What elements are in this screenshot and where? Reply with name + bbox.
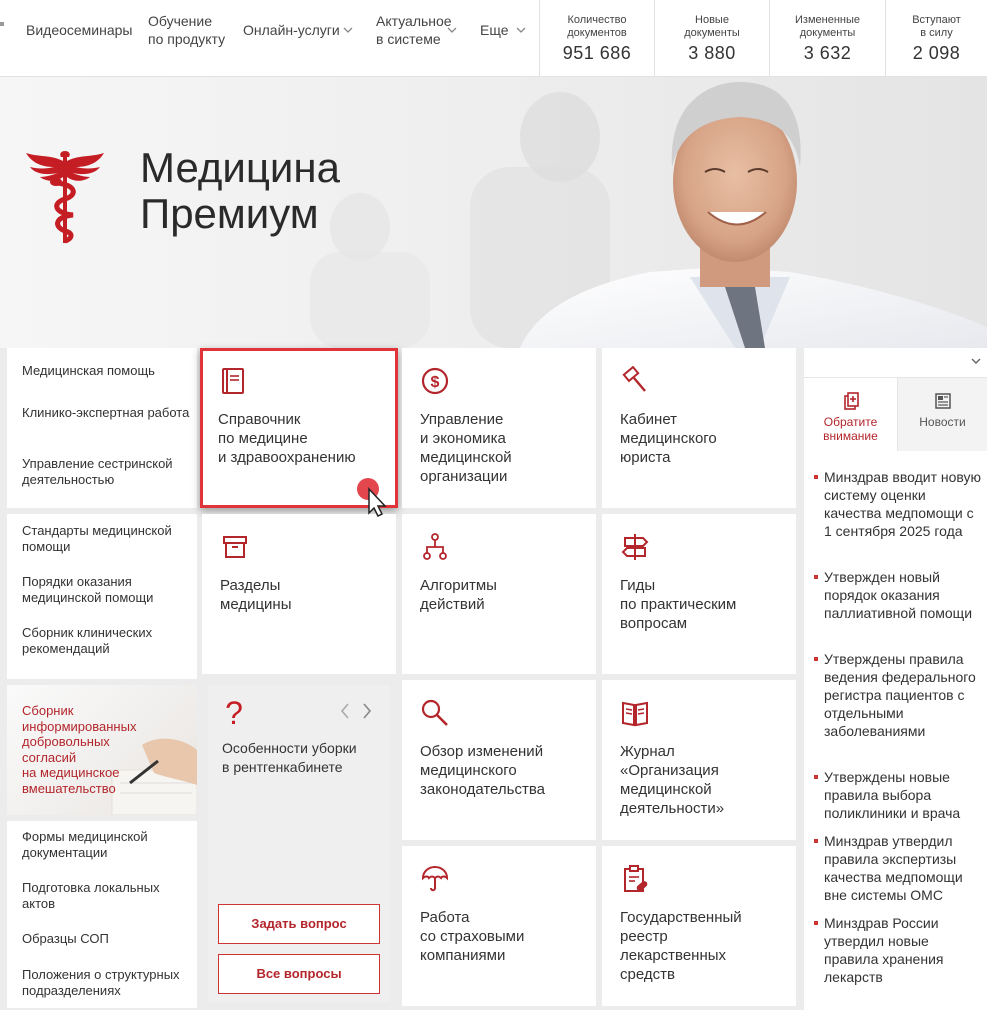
stat-label: Количество документов [567,14,627,39]
nav-more[interactable] [480,21,509,39]
stat-label: Вступают в силу [912,14,961,39]
nav-more-label: Еще [480,22,509,38]
tile-management-label: Управление и экономика медицинской организации [420,411,512,485]
link-clinical-expert[interactable]: Клинико-экспертная работа [22,405,190,420]
link-care-standards[interactable]: Стандарты медицинской помощи [22,523,172,554]
archive-box-icon [220,532,250,562]
promo-consents-label: Сборник информированных добровольных согласий на медицинское вмешательство [22,703,137,796]
clipboard-pill-icon [620,864,650,894]
newspaper-icon [934,392,952,410]
hero-banner [0,77,987,348]
chevron-left-icon [342,704,348,718]
tile-review-label: Обзор изменений медицинского законодательства [420,743,545,798]
stat-value: 2 098 [912,43,961,63]
nav-actual-label: Актуальное в системе [376,13,452,47]
gavel-icon [620,366,650,396]
magnifier-icon [420,698,450,728]
left-menu-block-3 [7,821,197,1008]
tab-attention[interactable] [804,378,898,451]
tile-lawyer-label: Кабинет медицинского юриста [620,411,717,466]
stat-value: 3 632 [803,43,852,63]
right-panel [804,348,987,1010]
left-menu-block-1 [7,348,197,508]
question-mark-icon [222,697,246,729]
stat-effective-docs[interactable] [885,0,987,76]
tile-review[interactable] [402,680,596,840]
stat-value: 951 686 [562,43,632,63]
news-item[interactable]: Минздрав утвердил правила экспертизы качества медпомощи вне системы ОМС [812,832,984,904]
dollar-coin-icon [420,366,450,396]
link-sop-samples[interactable]: Образцы СОП [22,931,109,946]
chevron-right-icon [364,704,370,718]
tile-handbook[interactable] [200,348,398,508]
stat-label: Измененные документы [795,14,860,39]
news-item[interactable]: Минздрав России утвердил новые правила хранения лекарств [812,914,984,986]
tile-insurance[interactable] [402,846,596,1006]
top-bar [0,0,987,77]
tile-management[interactable] [402,348,596,508]
banner-title: Медицина Премиум [140,144,340,237]
link-department-regulations[interactable]: Положения о структурных подразделениях [22,967,180,998]
flowchart-icon [420,532,450,562]
open-journal-icon [620,698,650,728]
tile-algorithms[interactable] [402,514,596,674]
link-care-procedures[interactable]: Порядки оказания медицинской помощи [22,574,154,605]
link-medical-care[interactable]: Медицинская помощь [22,363,155,378]
ask-question-button[interactable]: Задать вопрос [218,904,380,944]
tab-news[interactable] [898,378,987,451]
svg-text:?: ? [225,697,243,729]
tile-lawyer[interactable] [602,348,796,508]
link-local-acts[interactable]: Подготовка локальных актов [22,880,160,911]
svg-text:$: $ [430,374,440,391]
document-add-icon [842,392,860,410]
tile-guides[interactable] [602,514,796,674]
news-item[interactable]: Минздрав вводит новую систему оценки качества медпомощи с 1 сентября 2025 года [812,468,984,540]
news-item[interactable]: Утвержден новый порядок оказания паллиативной помощи [812,568,984,622]
stat-label: Новые документы [684,14,740,39]
nav-bullet [0,22,4,26]
tile-insurance-label: Работа со страховыми компаниями [420,909,525,964]
tile-algorithms-label: Алгоритмы действий [420,577,497,613]
chevron-down-icon [447,25,457,35]
news-item[interactable]: Утверждены правила ведения федерального регистра пациентов с отдельными заболеваниями [812,650,984,740]
qa-widget [208,685,390,1002]
link-nursing-management[interactable]: Управление сестринской деятельностью [22,456,173,487]
tile-registry-label: Государственный реестр лекарственных средств [620,909,742,983]
tab-attention-label: Обратите внимание [823,415,878,443]
nav-product-training[interactable]: Обучение по продукту [148,13,226,47]
link-clinical-recommendations[interactable]: Сборник клинических рекомендаций [22,625,153,656]
umbrella-icon [420,864,450,894]
stat-total-docs[interactable] [539,0,654,76]
nav-actual[interactable] [376,12,452,48]
promo-consents[interactable] [7,685,197,815]
nav-online-services[interactable] [243,21,340,39]
chevron-down-icon[interactable] [971,356,981,366]
tile-registry[interactable] [602,846,796,1006]
stat-value: 3 880 [688,43,736,63]
tile-handbook-label: Справочник по медицине и здравоохранению [218,411,356,466]
link-medical-forms[interactable]: Формы медицинской документации [22,829,148,860]
tile-sections-label: Разделы медицины [220,577,292,613]
all-questions-button[interactable]: Все вопросы [218,954,380,994]
tile-sections[interactable] [202,514,396,674]
caduceus-logo-icon [24,145,106,247]
nav-webinars[interactable]: Видеосеминары [26,22,133,38]
tab-news-label: Новости [919,415,966,429]
stat-changed-docs[interactable] [769,0,885,76]
tile-journal-label: Журнал «Организация медицинской деятельности» [620,743,725,817]
chevron-down-icon [516,25,526,35]
carousel-arrows [336,701,376,721]
news-item[interactable]: Утверждены новые правила выбора поликлиники и врача [812,768,984,822]
nav-online-services-label: Онлайн-услуги [243,22,340,38]
signpost-icon [620,532,650,562]
right-panel-tabs [804,377,987,450]
book-icon [218,366,248,396]
stat-new-docs[interactable] [654,0,769,76]
qa-question-title[interactable]: Особенности уборки в рентгенкабинете [222,740,357,775]
tile-guides-label: Гиды по практическим вопросам [620,577,737,632]
left-menu-block-2 [7,514,197,679]
chevron-down-icon [343,25,353,35]
tile-journal[interactable] [602,680,796,840]
